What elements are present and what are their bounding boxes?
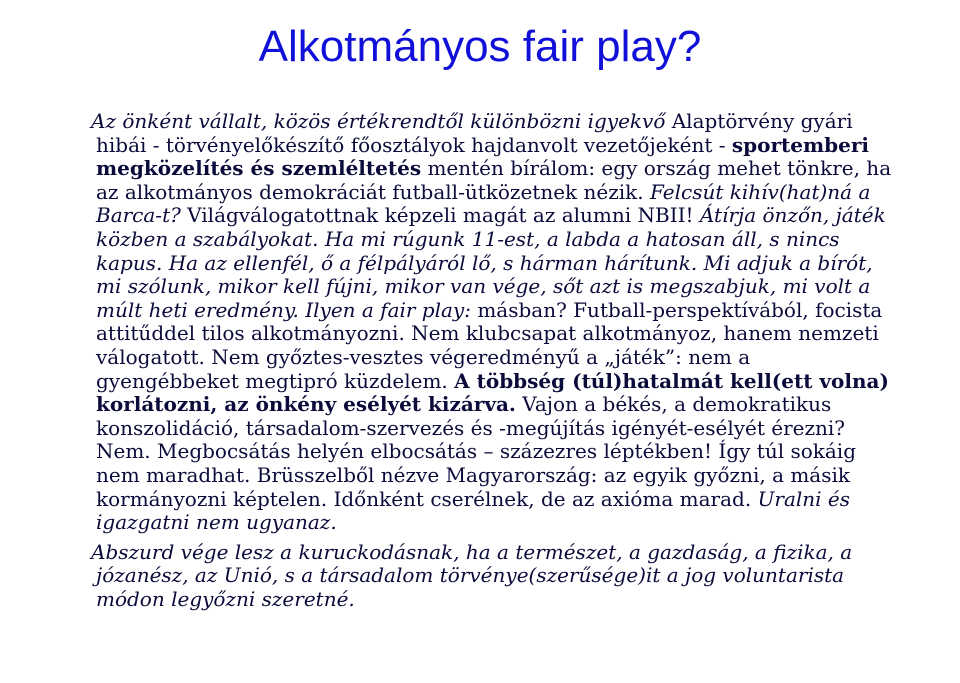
emphasis-bold: sportemberi megközelítés és szemléltetés [96,132,869,181]
text-span: Felcsút kihív(hat)ná a Barca-t? [96,179,871,228]
text-span: Uralni és igazgatni nem ugyanaz. [96,486,851,535]
slide-title: Alkotmányos fair play? [258,22,702,71]
slide-body [91,109,896,611]
text-span: Átírja önzőn, játék közben a szabályokat. Ha mi rúgunk 11-est, a labda a hatosan áll, s nincs kapus. Ha az ellenfél, ő a félpályáról lő, s hárman hárítunk. Mi adjuk a bírót, mi szólunk, mikor kell fújni, mikor van vége, sőt azt is megszabjuk, mi volt a múlt heti eredmény. Ilyen a fair play: [96,203,886,322]
text-span: mentén bírálom: egy ország mehet tönkre, ha az alkotmányos demokráciát futball-ütközetnek nézik. [96,156,892,204]
text-span: másban? Futball-perspektívából, focista attitűddel tilos alkotmányozni. Nem klubcsapat alkotmányoz, hanem nemzeti válogatott. Nem győztes-vesztes végeredményű a „játék”: nem a gyengébbeket megtipró küzdelem. [96,297,883,393]
text-span: Az önként vállalt, közös értékrendtől különbözni igyekvő [91,109,666,133]
text-span: Vajon a békés, a demokratikus konszolidáció, társadalom-szervezés és -megújítás igényét-esélyét érezni? Nem. Megbocsátás helyén elbocsátás – százezres léptékben! Így túl sokáig nem maradhat. Brüsszelből nézve Magyarország: az egyik győzni, a másik kormányozni képtelen. Időnként cserélnek, de az axióma marad. [96,392,857,511]
text-span: Alaptörvény gyári hibái - törvényelőkészítő főosztályok hajdanvolt vezetőjeként - [96,109,853,157]
paragraph-main [91,109,896,535]
text-span: Világválogatottnak képzeli magát az alumni NBII! [180,203,700,228]
paragraph-closing: Abszurd vége lesz a kuruckodásnak, ha a természet, a gazdaság, a fizika, a józanész, az Unió, s a társadalom törvénye(szerűsége)it a jog voluntarista módon legyőzni szeretné. [91,539,853,611]
emphasis-bold: A többség (túl)hatalmát kell(ett volna) korlátozni, az önkény esélyét kizárva. [96,368,889,417]
